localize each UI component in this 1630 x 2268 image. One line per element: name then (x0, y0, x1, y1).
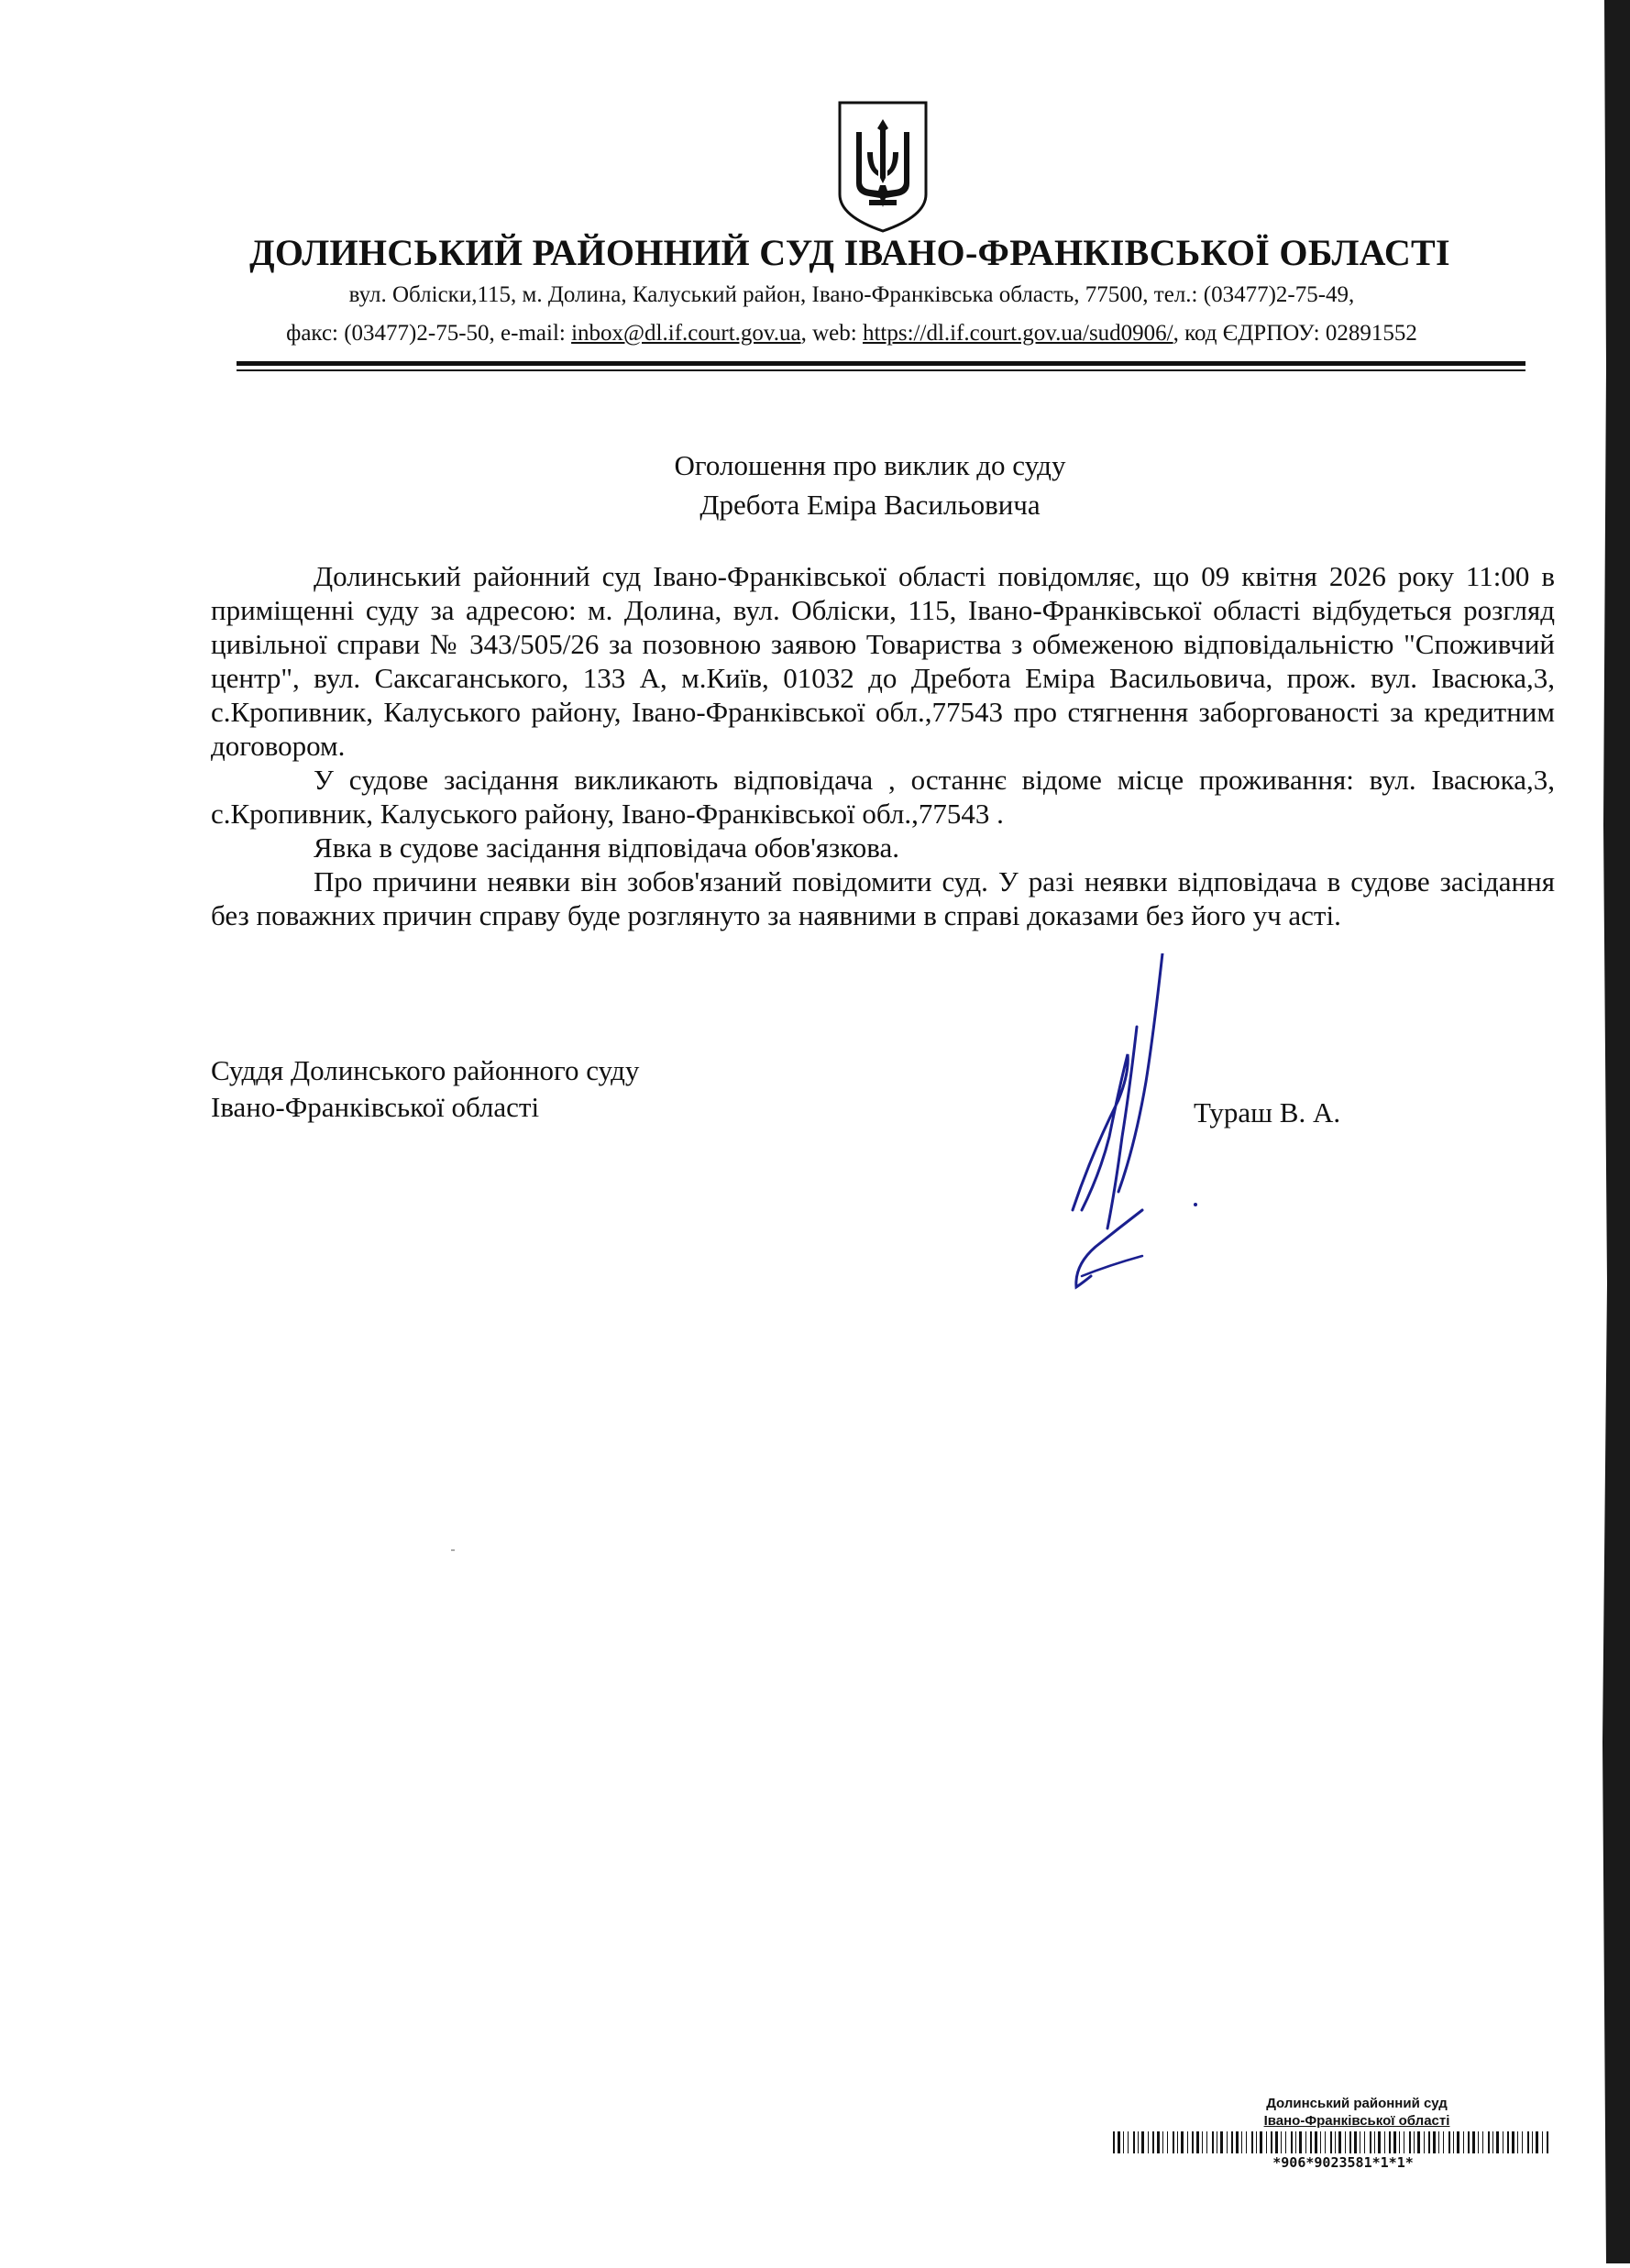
stamp-line: Долинський районний суд (1266, 2096, 1448, 2111)
header-divider-thick (237, 361, 1525, 366)
registration-stamp (1100, 2095, 1577, 2171)
web-link[interactable]: https://dl.if.court.gov.ua/sud0906/ (862, 321, 1173, 346)
body-paragraph: У судове засідання викликають відповідача , останнє відоме місце проживання: вул. Івасюка,3, с.Кропивник, Калуського району, Івано-Франківської обл.,77543 . (211, 764, 1555, 830)
barcode-icon (1113, 2131, 1553, 2153)
notice-person: Дребота Еміра Васильовича (699, 489, 1041, 521)
edrpou-code: , код ЄДРПОУ: 02891552 (1173, 321, 1417, 346)
body-paragraph: Явка в судове засідання відповідача обов'язкова. (314, 831, 900, 864)
scan-speck (451, 1549, 455, 1551)
barcode-number: *906*9023581*1*1* (1272, 2154, 1414, 2171)
judge-position-line: Суддя Долинського районного суду (211, 1054, 640, 1086)
handwritten-signature (1054, 953, 1219, 1302)
judge-name: Тураш В. А. (1194, 1096, 1341, 1128)
notice-body (211, 559, 1555, 932)
judge-position (211, 1052, 639, 1126)
stamp-line: Івано-Франківської області (1263, 2113, 1450, 2129)
fax-label: факс: (03477)2-75-50, e-mail: (286, 321, 572, 346)
body-paragraph: Долинський районний суд Івано-Франківської області повідомляє, що 09 квітня 2026 року 11:00 в приміщенні суду за адресою: м. Долина, вул. Обліски, 115, Івано-Франківської області відбудеться розгляд цивільної справи № 343/505/26 за позовною заявою Товариства з обмеженою відповідальністю "Споживчий центр", вул. Саксаганського, 133 А, м.Київ, 01032 до Дребота Еміра Васильовича, прож. вул. Івасюка,3, с.Кропивник, Калуського району, Івано-Франківської обл.,77543 про стягнення заборгованості за кредитним договором. (211, 560, 1555, 762)
court-contacts (0, 321, 1630, 347)
judge-position-line: Івано-Франківської області (211, 1091, 540, 1123)
trident-coat-of-arms-icon (836, 99, 930, 235)
court-name: ДОЛИНСЬКИЙ РАЙОННИЙ СУД ІВАНО-ФРАНКІВСЬКОЇ ОБЛАСТІ (249, 232, 1450, 273)
header-divider-thin (237, 369, 1525, 371)
notice-title: Оголошення про виклик до суду (674, 449, 1066, 481)
court-address: вул. Обліски,115, м. Долина, Калуський район, Івано-Франківська область, 77500, тел.: (03477)2-75-49, (348, 282, 1355, 307)
email-link[interactable]: inbox@dl.if.court.gov.ua (571, 321, 801, 346)
web-label: , web: (800, 321, 863, 346)
body-paragraph: Про причини неявки він зобов'язаний повідомити суд. У разі неявки відповідача в судове засідання без поважних причин справу буде розглянуто за наявними в справі доказами без його уч асті. (211, 865, 1555, 931)
